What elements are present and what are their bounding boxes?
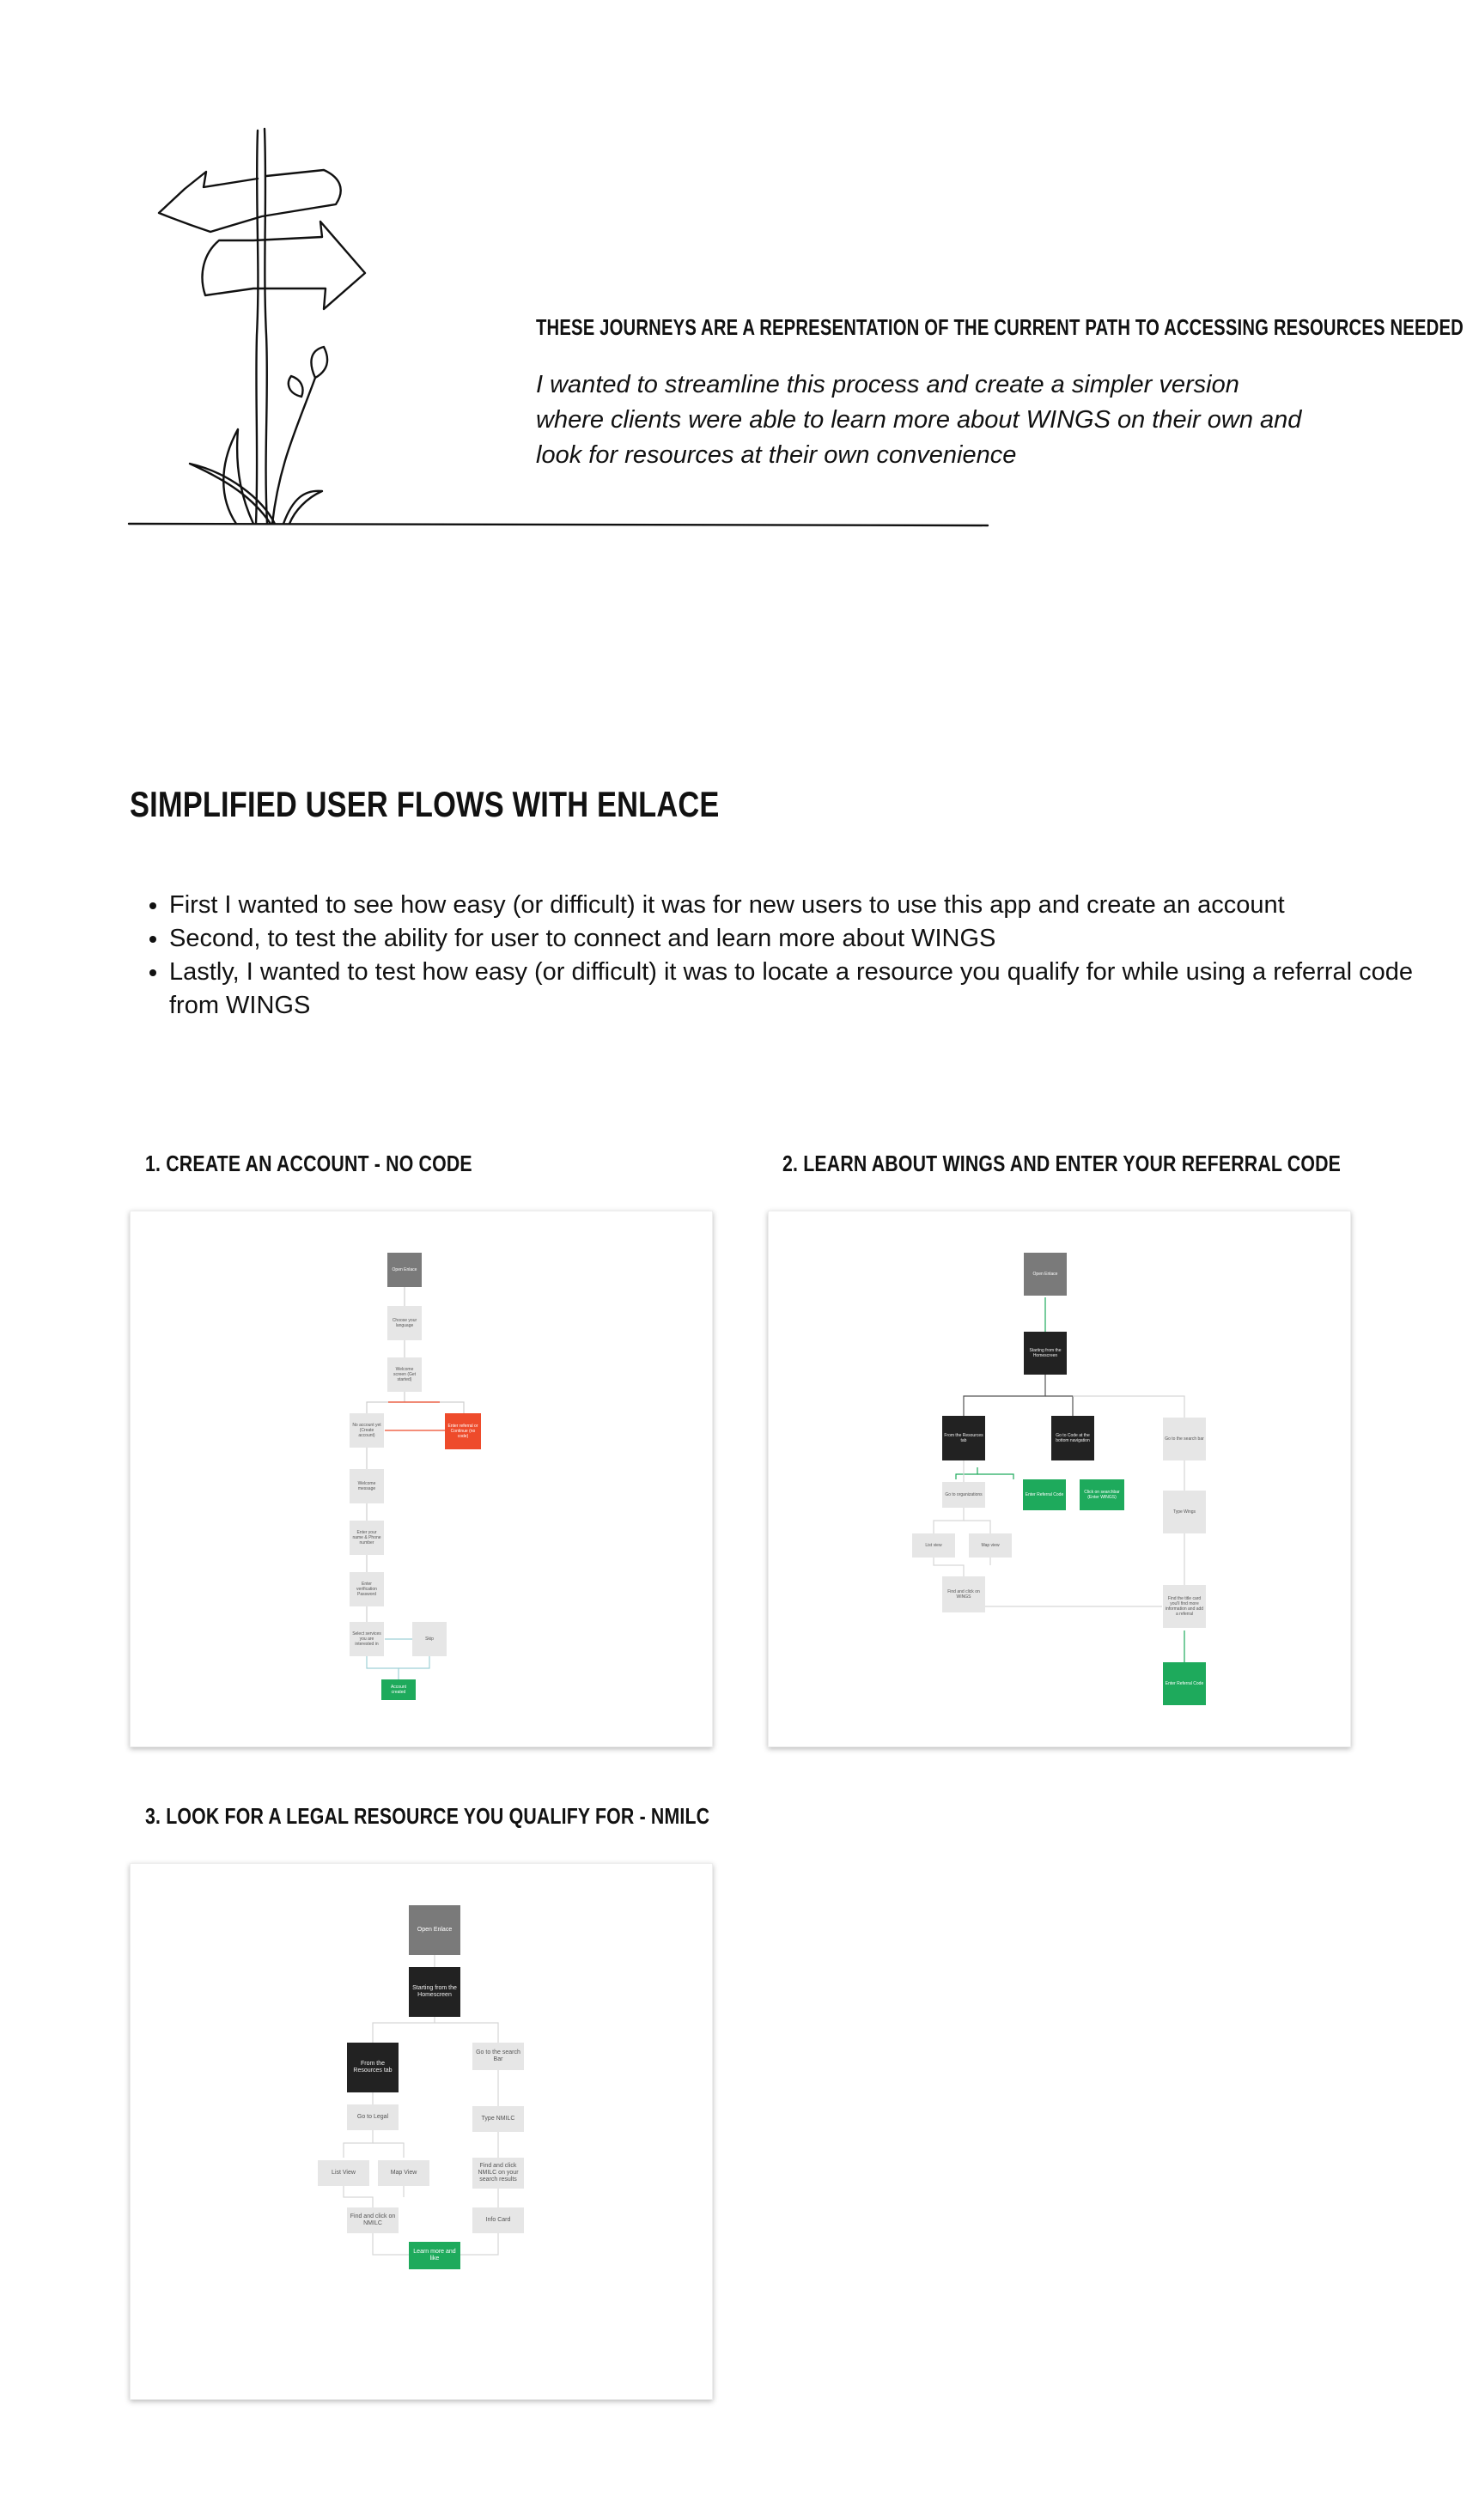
flow-node: From the Resources tab [347, 2043, 399, 2092]
flow-3-title: 3. LOOK FOR A LEGAL RESOURCE YOU QUALIFY FOR - NMILC [145, 1803, 710, 1829]
hero-heading: THESE JOURNEYS ARE A REPRESENTATION OF THE CURRENT PATH TO ACCESSING RESOURCES NEEDED [536, 314, 1464, 340]
flow-1-card [130, 1211, 713, 1747]
flow-node: Find and click NMILC on your search results [472, 2158, 524, 2189]
flow-node: Go to the search Bar [472, 2043, 524, 2070]
goal-item: • Lastly, I wanted to test how easy (or difficult) it was to locate a resource you qualify for while using a referral code from WINGS [169, 956, 1415, 1023]
flow-1-connectors [131, 1211, 712, 1746]
flow-node: Enter your name & Phone number [350, 1521, 384, 1555]
flow-node: List view [912, 1533, 955, 1558]
flow-node: Choose your language [387, 1306, 422, 1340]
flow-node: Info Card [472, 2207, 524, 2233]
flow-node: Go to Code at the bottom navigation [1051, 1416, 1094, 1460]
flow-node: Go to Legal [347, 2104, 399, 2130]
flow-node: Go to organizations [942, 1482, 985, 1508]
flow-node: Find and click on NMILC [347, 2207, 399, 2233]
flow-node: Enter referral or Continue (no code) [445, 1413, 481, 1449]
flow-node: Enter Referral Code [1163, 1662, 1206, 1705]
flow-node: From the Resources tab [942, 1416, 985, 1460]
flow-node: Click on searchbar (Enter WINGS) [1080, 1479, 1124, 1510]
flow-node: Map view [969, 1533, 1012, 1558]
flow-node: List View [318, 2160, 369, 2186]
flow-node: Find the title card you'll find more information and add a referral [1163, 1585, 1206, 1628]
flow-node: Enter verification Password [350, 1572, 384, 1606]
flow-node: Learn more and like [409, 2242, 460, 2269]
goal-item: • First I wanted to see how easy (or difficult) it was for new users to use this app and create an account [169, 889, 1415, 922]
flow-node: Map View [378, 2160, 429, 2186]
flow-node: Open Enlace [1024, 1253, 1067, 1296]
goal-item: • Second, to test the ability for user to connect and learn more about WINGS [169, 922, 1415, 956]
flow-node: Account created [381, 1679, 416, 1700]
flow-node: Starting from the Homescreen [1024, 1332, 1067, 1375]
hero-description: I wanted to streamline this process and create a simpler version where clients were able to learn more about WINGS on their own and look for resources at their own convenience [536, 371, 1302, 469]
flow-node: Type NMILC [472, 2106, 524, 2132]
section-title: SIMPLIFIED USER FLOWS WITH ENLACE [130, 784, 720, 824]
flow-node: Go to the search bar [1163, 1418, 1206, 1460]
flow-node: Skip [412, 1622, 447, 1656]
flow-node: Welcome screen (Get started) [387, 1357, 422, 1392]
flow-node: Welcome message [350, 1469, 384, 1503]
flow-node: Open Enlace [409, 1905, 460, 1955]
flow-3-card [130, 1863, 713, 2400]
goal-list [130, 889, 1415, 1023]
flow-node: Open Enlace [387, 1253, 422, 1287]
flow-node: Starting from the Homescreen [409, 1967, 460, 2017]
flow-node: Type Wings [1163, 1491, 1206, 1533]
flow-1-title: 1. CREATE AN ACCOUNT - NO CODE [145, 1151, 472, 1176]
flow-node: Enter Referral Code [1023, 1479, 1066, 1510]
flow-node: Find and click on WINGS [942, 1576, 985, 1612]
flow-2-card [768, 1211, 1351, 1747]
flow-2-title: 2. LEARN ABOUT WINGS AND ENTER YOUR REFERRAL CODE [782, 1151, 1342, 1176]
flow-node: Select services you are interested in [350, 1622, 384, 1656]
flow-node: No account yet (Create account) [350, 1413, 384, 1448]
